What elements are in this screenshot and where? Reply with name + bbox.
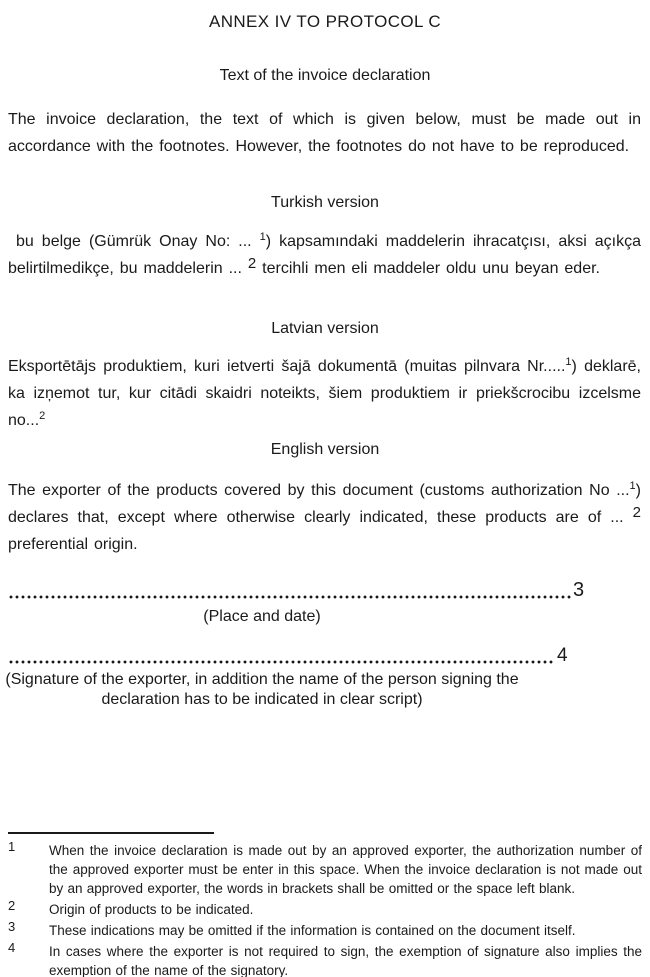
turkish-version-paragraph: bu belge (Gümrük Onay No: ... $^1$) kapsamındaki maddelerin ihracatçısı, aksi açıkça belirtilmedikçe, bu maddelerin ... 2 tercihli men eli maddeler oldu unu beyan eder. — [8, 231, 642, 277]
dotted-leader — [8, 595, 571, 599]
document-subtitle: Text of the invoice declaration — [219, 67, 431, 84]
footnote-ref-4: 4 — [557, 645, 568, 666]
footnote-superscript: 1 — [259, 231, 266, 243]
footnote-row — [8, 942, 642, 977]
footnote-row — [8, 900, 642, 919]
footnote-marker: 3 — [8, 919, 16, 934]
signature-caption: (Signature of the exporter, in addition the name of the person signing the declaration has to be indicated in clear script) — [5, 671, 519, 708]
footnote-ref-3: 3 — [573, 579, 585, 601]
intro-paragraph: The invoice declaration, the text of which is given below, must be made out in accordance with the footnotes. However, the footnotes do not have to be reproduced. — [8, 111, 641, 155]
section-heading-latvian: Latvian version — [271, 320, 379, 337]
footnote-text: These indications may be omitted if the information is contained on the document itself. — [49, 923, 576, 938]
footnote-superscript: 1 — [565, 356, 572, 368]
footnote-row — [8, 921, 642, 940]
footnote-row — [8, 841, 642, 898]
footnote-text: Origin of products to be indicated. — [49, 902, 254, 917]
footnote-superscript: 2 — [632, 504, 641, 521]
place-date-dotted-line — [8, 580, 584, 600]
section-heading-english: English version — [270, 441, 380, 458]
footnotes-block — [8, 841, 642, 977]
footnote-separator-rule — [8, 832, 214, 834]
footnote-marker: 2 — [8, 898, 16, 913]
footnote-marker: 4 — [8, 940, 16, 955]
footnote-superscript: 2 — [39, 410, 46, 422]
footnote-text: When the invoice declaration is made out by an approved exporter, the authorization number of the approved exporter must be enter in this space. When the invoice declaration is not made out by an approved exporter, the words in brackets shall be omitted or the space left blank. — [49, 843, 642, 896]
dotted-leader — [8, 660, 555, 664]
footnote-superscript: 1 — [629, 480, 636, 492]
latvian-version-paragraph: Eksportētājs produktiem, kuri ietverti šajā dokumentā (muitas pilnvara Nr.....$^1$) deklarē, ka izņemot tur, kur citādi skaidri noteikts, šiem produktiem ir priekšcrocibu izcelsme no...$^2$ — [8, 356, 642, 429]
english-version-paragraph: The exporter of the products covered by this document (customs authorization No ...$^1$) declares that, except where otherwise clearly indicated, these products are of ... 2 preferential origin. — [8, 480, 641, 553]
section-heading-turkish: Turkish version — [271, 194, 379, 211]
footnote-text: In cases where the exporter is not required to sign, the exemption of signature also implies the exemption of the name of the signatory. — [49, 944, 642, 977]
signature-dotted-line — [8, 646, 568, 665]
place-date-caption: (Place and date) — [203, 608, 321, 625]
document-title: ANNEX IV TO PROTOCOL C — [208, 12, 442, 31]
footnote-superscript: 2 — [247, 255, 257, 272]
footnote-marker: 1 — [8, 839, 16, 854]
